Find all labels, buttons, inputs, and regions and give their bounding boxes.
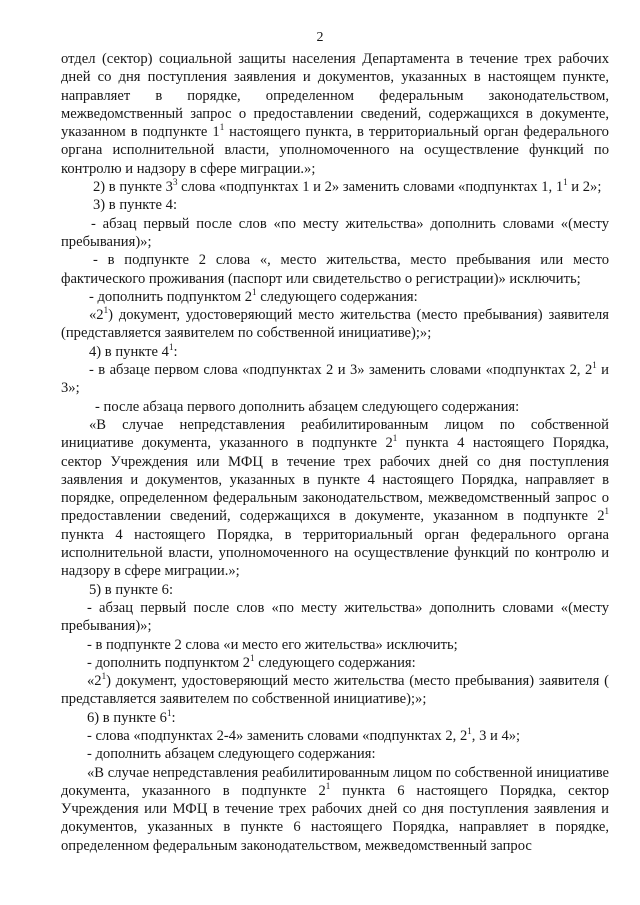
text-run: следующего содержания: [254,654,416,671]
superscript: 1 [252,287,257,297]
text-run: ) документ, удостоверяющий место жительства (место пребывания) заявителя ( представляется заявителем по собственной инициативе);»; [61,673,609,708]
text-run: - абзац первый после слов «по месту жительства» дополнить словами «(месту пребывания)»; [61,215,609,250]
text-run: - слова «подпунктах 2-4» заменить словами «подпунктах 2, 2 [87,727,468,744]
superscript: 3 [172,177,178,188]
text-run: 6) в пункте 6 [87,709,167,726]
paragraph-item-5 [61,581,609,599]
text-run: 3) в пункте 4: [93,197,178,214]
document-body [61,50,609,855]
text-run: следующего содержания: [256,288,418,305]
paragraph-item-5-dash-2 [61,636,609,654]
superscript: 1 [168,341,174,352]
superscript: 1 [325,781,331,792]
text-run: ) документ, удостоверяющий место жительства (место пребывания) заявителя (представляется заявителем по собственной инициативе);»; [61,307,609,342]
superscript: 1 [592,360,597,371]
paragraph-quote-point-6 [61,764,609,855]
paragraph-item-6-dash-1 [61,727,609,745]
paragraph-continuation [61,50,609,178]
paragraph-item-5-dash-3 [61,654,609,672]
text-run: и 3»; [61,362,609,397]
paragraph-quote-point-4 [61,416,609,581]
superscript: 1 [563,177,568,188]
text-run: - в подпункте 2 слова «и место его жительства» исключить; [87,636,458,653]
paragraph-quote-subitem-2-1 [61,306,609,343]
superscript: 1 [101,671,107,682]
text-run: : [171,709,176,726]
superscript: 1 [250,652,255,663]
superscript: 1 [392,433,398,444]
paragraph-item-4 [61,343,609,361]
text-run: 2) в пункте 3 [93,179,173,196]
text-run: слова «подпунктах 1 и 2» заменить словами «подпунктах 1, 1 [177,179,564,196]
text-run: 4) в пункте 4 [89,343,169,360]
text-run: настоящего пункта, в территориальный орган федерального органа исполнительной власти, уполномоченного на осуществление функций по контролю и надзору в сфере миграции.»; [61,124,609,177]
text-run: - дополнить подпунктом 2 [87,654,251,671]
paragraph-item-6-dash-2 [61,745,609,763]
text-run: - дополнить абзацем следующего содержания: [87,746,376,763]
text-run: - абзац первый после слов «по месту жительства» дополнить словами «(месту пребывания)»; [61,599,609,635]
paragraph-item-3-dash-2 [61,251,609,288]
paragraph-item-2 [61,178,609,196]
text-run: - дополнить подпунктом 2 [89,288,253,305]
text-run: - в подпункте 2 слова «, место жительства, место пребывания или место фактического проживания (паспорт или свидетельство о регистрации)» исключить; [61,252,609,287]
paragraph-quote-subitem-2-1-point-6 [61,672,609,709]
text-run: «2 [87,673,102,690]
text-run: и 2»; [567,179,602,196]
paragraph-item-4-dash-2 [61,398,609,416]
text-run: отдел (сектор) социальной защиты населения Департамента в течение трех рабочих дней со дня поступления заявления и документов, указанных в настоящем пункте, направляет в порядке, определенном федеральным законодательством, межведомственный запрос о предоставлении сведений, содержащихся в документе, указанном в подпункте 1 [61,51,609,141]
text-run: - в абзаце первом слова «подпунктах 2 и 3» заменить словами «подпунктах 2, 2 [89,362,593,379]
superscript: 1 [467,726,472,737]
paragraph-item-4-dash-1 [61,361,609,398]
text-run: пункта 6 настоящего Порядка, сектор Учреждения или МФЦ в течение трех рабочих дней со дня поступления заявления и документов, указанных в пункте 6 настоящего Порядка, направляет в порядке, определенном федеральным законодательством, межведомственный запрос [61,782,609,854]
text-run: : [173,343,178,360]
paragraph-item-6 [61,709,609,727]
text-run: , 3 и 4»; [471,727,521,744]
superscript: 1 [219,122,225,133]
text-run: «В случае непредставления реабилитированным лицом по собственной инициативе документа, указанного в подпункте 2 [61,764,609,799]
text-run: пункта 4 настоящего Порядка, сектор Учреждения или МФЦ в течение трех рабочих дней со дня поступления заявления и документов, указанных в пункте 4 настоящего Порядка, направляет в порядке, определенном федеральным законодательством, межведомственный запрос о предоставлении сведений, содержащихся в документе, указанном в подпункте 2 [61,435,609,525]
superscript: 1 [604,506,609,517]
superscript: 1 [166,707,172,718]
text-run: 5) в пункте 6: [89,581,174,598]
superscript: 1 [103,305,109,316]
text-run: пункта 4 настоящего Порядка, в территориальный орган федерального органа исполнительной власти, уполномоченного на осуществление функций по контролю и надзору в сфере миграции.»; [61,526,609,580]
page-number: 2 [316,30,324,45]
paragraph-item-5-dash-1 [61,599,609,636]
paragraph-item-3-dash-1 [61,215,609,252]
text-run: - после абзаца первого дополнить абзацем следующего содержания: [95,398,520,415]
paragraph-item-3-dash-3 [61,288,609,306]
text-run: «В случае непредставления реабилитированным лицом по собственной инициативе документа, указанного в подпункте 2 [61,416,609,452]
text-run: «2 [89,307,104,324]
paragraph-item-3 [61,196,609,214]
